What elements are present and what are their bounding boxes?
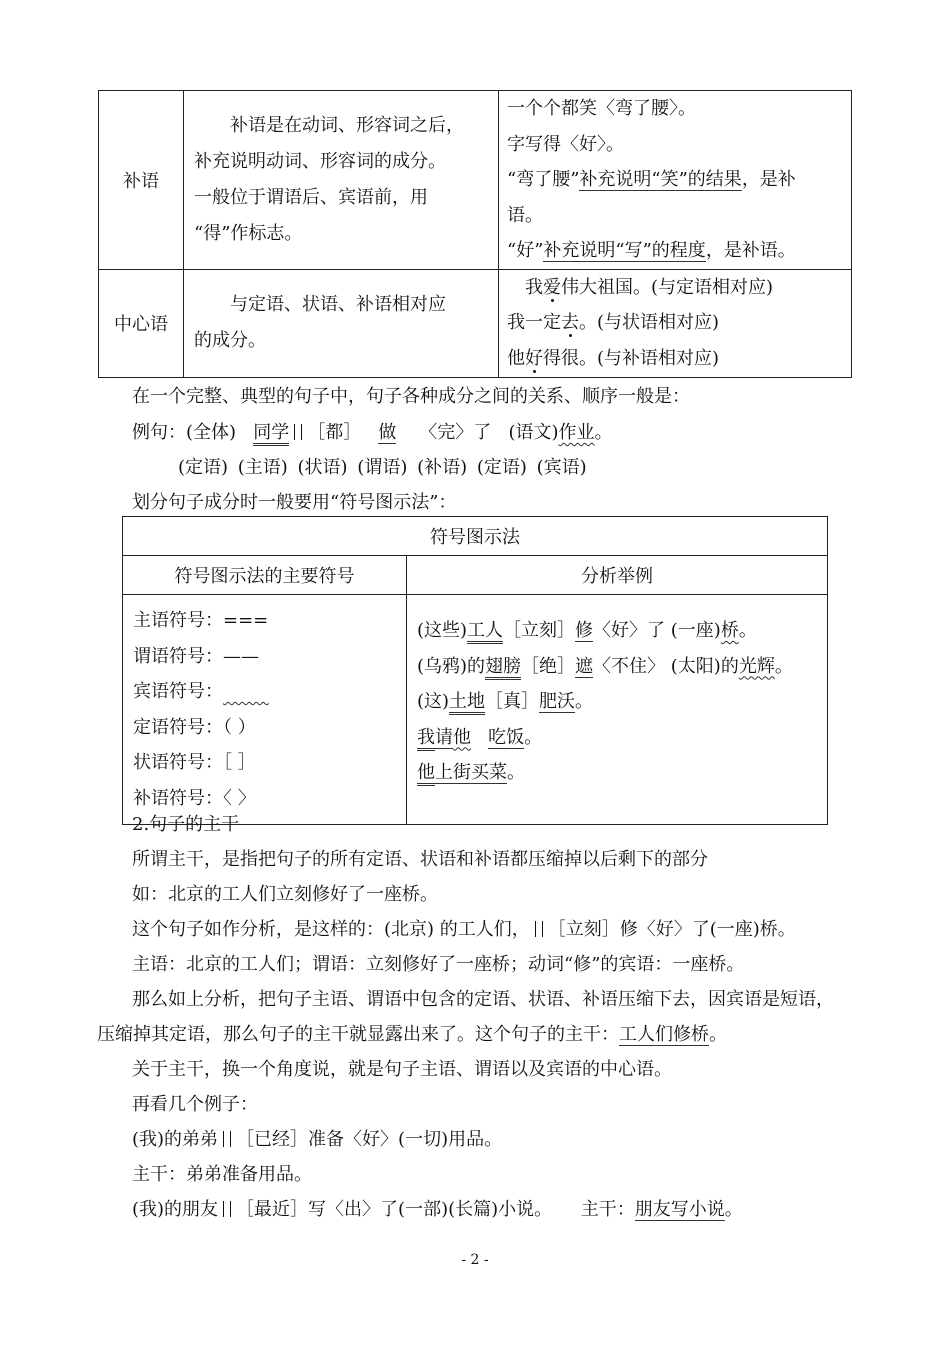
symbol-item	[133, 674, 396, 710]
complement-part: 〈完〉了	[419, 422, 492, 443]
ex-text: 。(与定语相对应)	[633, 276, 774, 298]
underlined-text: 补充说明“笑”的结果	[579, 169, 742, 190]
subject-part: 他	[417, 762, 435, 786]
predicate-part: 吃饭	[488, 726, 525, 748]
example-cell	[499, 91, 852, 270]
text: 压缩掉其定语，那么句子的主干就显露出来了。这个句子的主干：	[97, 1024, 619, 1045]
symbol-item: 定语符号：（ ）	[133, 716, 256, 738]
example-list	[407, 595, 828, 825]
symbol-item: 谓语符号：——	[133, 645, 259, 667]
divider-mark	[223, 1131, 231, 1147]
ex-text: 他	[507, 347, 525, 369]
subject-part: 翅膀	[485, 656, 521, 680]
text: (我)的朋友	[132, 1199, 219, 1220]
underlined-text: 补充说明“写”的程度	[543, 240, 706, 261]
object-part: 他	[453, 726, 471, 748]
subject-part: 工人	[467, 620, 503, 644]
text: 主干：	[580, 1199, 635, 1220]
adverbial-part: ［绝］	[521, 655, 576, 677]
predicate-part: 修	[575, 620, 594, 641]
attr-part: (语文)	[508, 422, 559, 443]
ex-text: 得很。(与补语相对应)	[543, 347, 720, 369]
predicate-part: 遮	[575, 655, 594, 677]
symbol-table	[122, 516, 828, 825]
analysis-example	[417, 720, 817, 756]
table-title: 符号图示法	[123, 517, 828, 556]
example-line: 一个个都笑〈弯了腰〉。	[507, 98, 696, 119]
subject-part: 土地	[449, 691, 485, 715]
dotted-char: 爱	[543, 276, 561, 298]
ex-text: 祖国	[597, 276, 633, 298]
subject-part: 我	[417, 727, 435, 751]
symbol-list	[123, 595, 407, 825]
symbol-label: 宾语符号：	[133, 681, 223, 702]
paragraph: 主干：弟弟准备用品。	[132, 1164, 312, 1185]
example-line	[507, 305, 843, 341]
punct: 。	[594, 422, 613, 443]
definition-line: 与定语、状语、补语相对应	[230, 294, 446, 315]
example-sentence	[132, 420, 613, 446]
definition-line: 的成分。	[194, 330, 266, 351]
object-part: 作业	[558, 422, 595, 443]
subject-part: 同学	[253, 422, 289, 446]
analysis-example	[417, 649, 817, 685]
note-text: “好”	[507, 240, 544, 261]
column-header: 分析举例	[407, 556, 828, 595]
label: 例句：	[132, 422, 186, 443]
wavy-symbol	[223, 681, 269, 702]
punct: 。	[524, 726, 543, 748]
paragraph: 再看几个例子：	[132, 1094, 258, 1115]
paragraph	[132, 1197, 743, 1223]
punct: 。	[774, 655, 793, 677]
text: 这个句子如作分析，是这样的：(北京) 的工人们，	[132, 919, 530, 940]
attr-part: (乌鸦)的	[417, 655, 486, 677]
paragraph: 关于主干，换一个角度说，就是句子主语、谓语以及宾语的中心语。	[132, 1059, 672, 1080]
example-line: 字写得〈好〉。	[507, 133, 624, 155]
dotted-char: 好	[525, 347, 543, 369]
object-part: 光辉	[738, 655, 775, 677]
analysis-example	[417, 755, 817, 791]
object-part: 桥	[720, 620, 739, 641]
definition-line: “得”作标志。	[194, 222, 303, 244]
roles-line: (定语) (主语) (状语) (谓语) (补语) (定语) (宾语)	[178, 457, 587, 478]
grammar-table	[98, 90, 852, 378]
analysis-example	[417, 684, 817, 720]
text: 。	[724, 1199, 743, 1220]
term-cell	[99, 269, 184, 377]
divider-mark	[223, 1201, 231, 1217]
symbol-item: 状语符号：［ ］	[133, 752, 256, 773]
dotted-char: 去	[561, 312, 579, 334]
attr-part: (全体)	[186, 422, 237, 443]
attr-part: (这)	[417, 691, 450, 712]
text: (我)的弟弟	[132, 1129, 219, 1150]
definition-cell	[184, 91, 499, 270]
predicate-part: 请	[435, 726, 453, 748]
predicate-part: 买菜	[471, 762, 507, 783]
punct: 。	[575, 691, 594, 712]
adverbial-part: ［都］	[307, 422, 362, 443]
text: ［立刻］修〈好〉了(一座)桥。	[547, 919, 796, 940]
ex-text: 我	[525, 276, 543, 298]
note-line	[507, 233, 843, 269]
example-cell	[499, 269, 852, 377]
note-text: ，是补	[741, 169, 796, 190]
paragraph	[97, 1022, 727, 1048]
ex-text: 伟大	[561, 276, 597, 298]
symbol-item: 补语符号：〈 〉	[133, 787, 256, 809]
complement-part: 〈不住〉 (太阳)的	[593, 655, 739, 677]
column-header: 符号图示法的主要符号	[123, 556, 407, 595]
paragraph: 划分句子成分时一般要用“符号图示法”：	[132, 492, 457, 513]
text: ［已经］准备〈好〉(一切)用品。	[236, 1129, 503, 1150]
predicate-part: 肥沃	[539, 691, 576, 712]
symbol-item: 主语符号：===	[133, 610, 269, 631]
definition-line: 补语是在动词、形容词之后，	[230, 114, 464, 136]
term-head: 中心语	[114, 314, 168, 335]
ex-text: 我一定	[507, 312, 561, 334]
attr-part: (这些)	[417, 620, 468, 641]
predicate-part: 上街	[435, 762, 471, 783]
paragraph: 在一个完整、典型的句子中，句子各种成分之间的关系、顺序一般是：	[132, 386, 690, 407]
paragraph	[132, 1127, 502, 1153]
paragraph: 所谓主干，是指把句子的所有定语、状语和补语都压缩掉以后剩下的部分	[132, 849, 708, 870]
paragraph	[132, 917, 796, 943]
complement-part: 〈好〉了 (一座)	[593, 620, 721, 641]
analysis-example	[417, 613, 817, 649]
note-line	[507, 162, 843, 198]
definition-cell	[184, 269, 499, 377]
underlined-text: 工人们修桥	[619, 1024, 709, 1045]
page-number: - 2 -	[461, 1252, 489, 1268]
note-text: “弯了腰”	[507, 169, 580, 190]
paragraph: 那么如上分析，把句子主语、谓语中包含的定语、状语、补语压缩下去，因宾语是短语，	[132, 989, 834, 1010]
paragraph: 主语：北京的工人们；谓语：立刻修好了一座桥；动词“修”的宾语：一座桥。	[132, 954, 745, 975]
adverbial-part: ［立刻］	[503, 620, 576, 641]
ex-text: 。(与状语相对应)	[579, 312, 720, 334]
text: ［最近］写〈出〉了(一部)(长篇)小说。	[236, 1199, 553, 1220]
definition-line: 一般位于谓语后、宾语前，用	[194, 186, 428, 208]
divider-mark	[535, 921, 543, 937]
example-line	[507, 341, 843, 377]
definition-line: 补充说明动词、形容词的成分。	[194, 150, 446, 172]
predicate-part: 做	[378, 422, 397, 443]
note-line: 语。	[507, 204, 543, 226]
note-text: ，是补语。	[705, 240, 796, 261]
adverbial-part: ［真］	[485, 691, 540, 712]
paragraph: 如：北京的工人们立刻修好了一座桥。	[132, 884, 438, 905]
underlined-text: 朋友写小说	[634, 1199, 725, 1220]
term-cell	[99, 91, 184, 270]
section-heading: 2.句子的主干	[132, 814, 240, 835]
example-line	[507, 270, 843, 306]
punct: 。	[507, 762, 525, 783]
punct: 。	[738, 620, 757, 641]
text: 。	[709, 1024, 727, 1045]
term-complement: 补语	[123, 170, 159, 192]
divider-mark	[294, 424, 302, 440]
